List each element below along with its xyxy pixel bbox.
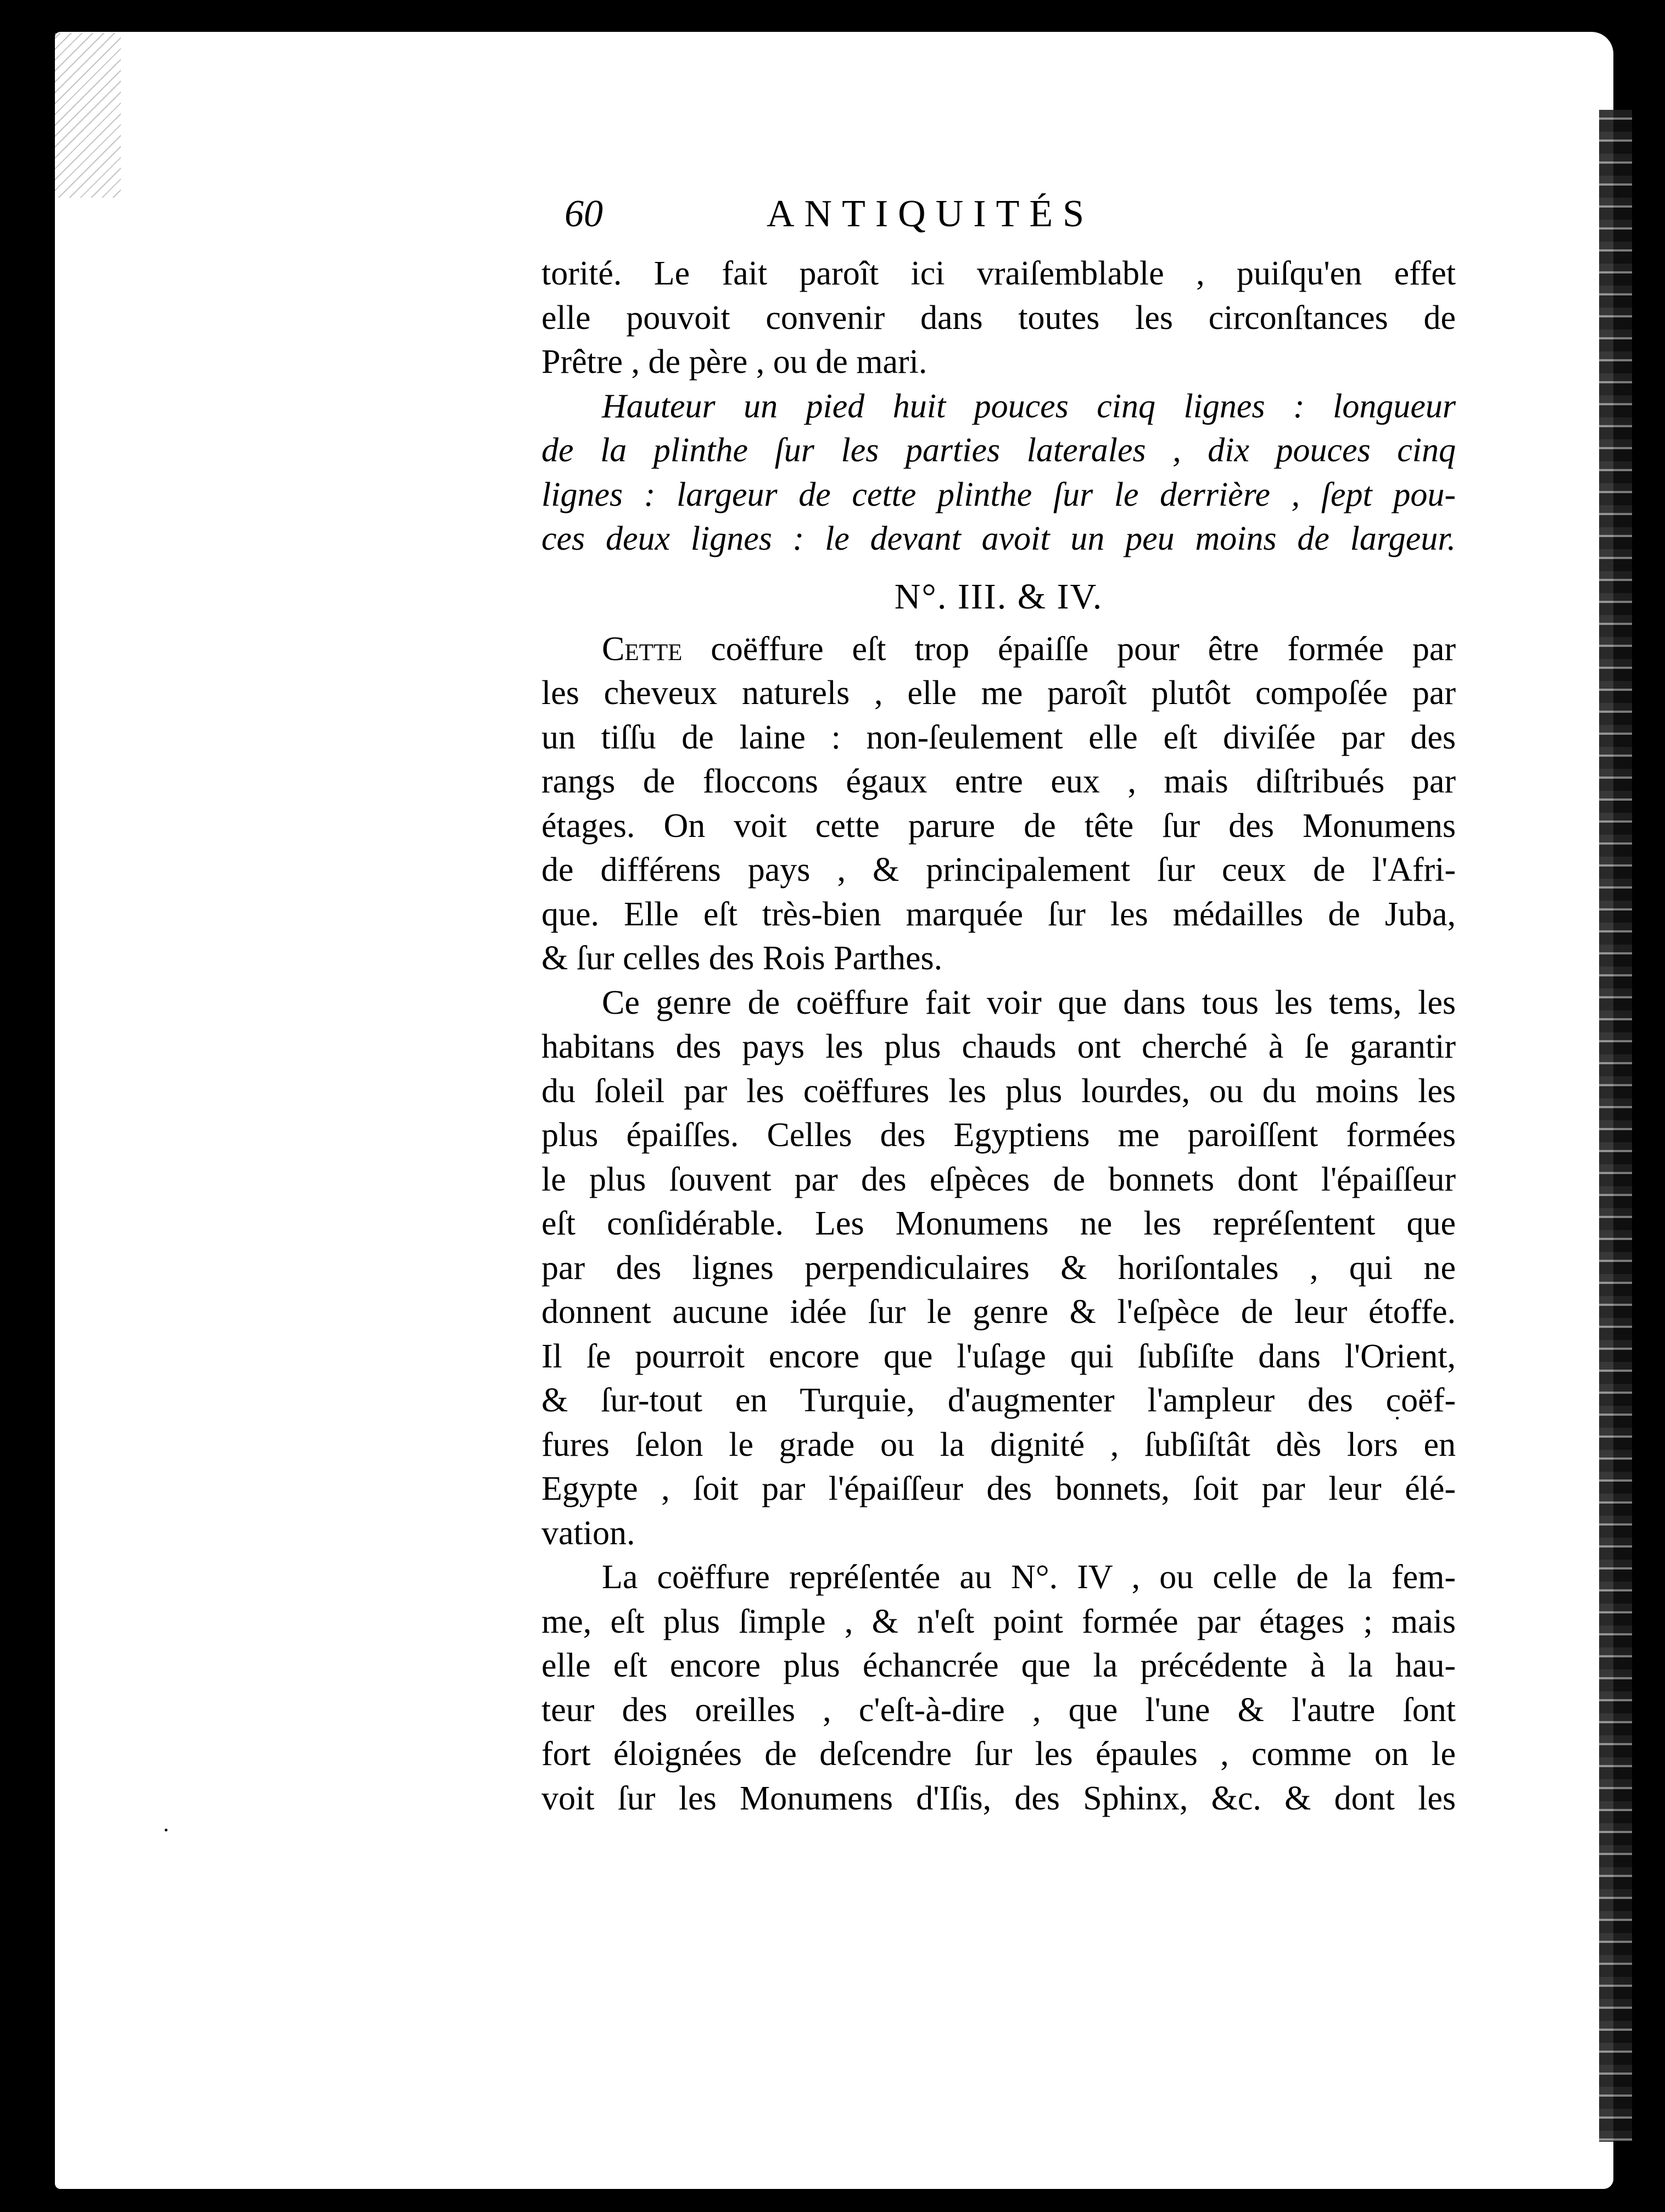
text-line: de la plinthe ſur les parties laterales , dix pouces cinq: [541, 432, 1456, 469]
page-number: 60: [565, 193, 603, 235]
text-line: & ſur celles des Rois Parthes.: [541, 940, 943, 977]
text-line: Ce genre de coëffure fait voir que dans tous les tems, les: [602, 984, 1456, 1021]
text-line: teur des oreilles , c'eſt-à-dire , que l'une & l'autre ſont: [541, 1691, 1456, 1729]
text-line: rangs de floccons égaux entre eux , mais diſtribués par: [541, 763, 1456, 800]
text-line: elle eſt encore plus échancrée que la précédente à la hau-: [541, 1647, 1456, 1684]
text-line: elle pouvoit convenir dans toutes les circonſtances de: [541, 299, 1456, 337]
paragraph-body: [541, 627, 1456, 981]
text-line: ces deux lignes : le devant avoit un peu moins de largeur.: [541, 520, 1456, 557]
text-line: lignes : largeur de cette plinthe ſur le derrière , ſept pou-: [541, 476, 1456, 513]
text-line: par des lignes perpendiculaires & horiſontales , qui ne: [541, 1249, 1456, 1287]
text-line: torité. Le fait paroît ici vraiſemblable , puiſqu'en effet: [541, 255, 1456, 292]
text-line: du ſoleil par les coëffures les plus lourdes, ou du moins les: [541, 1072, 1456, 1110]
section-heading: N°. III. & IV.: [894, 576, 1103, 617]
text-line: Il ſe pourroit encore que l'uſage qui ſubſiſte dans l'Orient,: [541, 1337, 1456, 1375]
page-edge-noise: [55, 33, 121, 198]
text-line: le plus ſouvent par des eſpèces de bonnets dont l'épaiſſeur: [541, 1160, 1456, 1198]
text-line: Prêtre , de père , ou de mari.: [541, 343, 928, 381]
text-block: [541, 192, 1456, 1820]
text-line: les cheveux naturels , elle me paroît plutôt compoſée par: [541, 674, 1456, 712]
text-line: vation.: [541, 1514, 635, 1552]
lead-word: Cette: [602, 630, 683, 668]
text-line: & ſur-tout en Turquie, d'augmenter l'ampleur des coëf-: [541, 1382, 1456, 1419]
page-edge-shadow: [1599, 110, 1632, 2142]
running-title: ANTIQUITÉS: [767, 193, 1094, 235]
text-line: donnent aucune idée ſur le genre & l'eſpèce de leur étoffe.: [541, 1293, 1456, 1331]
text-line: eſt conſidérable. Les Monumens ne les repréſentent que: [541, 1205, 1456, 1242]
text-line: Hauteur un pied huit pouces cinq lignes : longueur: [602, 387, 1456, 425]
running-head: [541, 192, 1456, 252]
stray-mark: [165, 1829, 167, 1831]
text-line: un tiſſu de laine : non-ſeulement elle eſt diviſée par des: [541, 718, 1456, 756]
text-line: Egypte , ſoit par l'épaiſſeur des bonnets, ſoit par leur élé-: [541, 1470, 1456, 1507]
text-line: habitans des pays les plus chauds ont cherché à ſe garantir: [541, 1028, 1456, 1065]
text-line: fort éloignées de deſcendre ſur les épaules , comme on le: [541, 1735, 1456, 1773]
text-line-rest: coëffure eſt trop épaiſſe pour être formée par: [682, 630, 1456, 668]
paragraph-body: [541, 1555, 1456, 1820]
text-line: [541, 627, 1456, 672]
paragraph-continuation: [541, 252, 1456, 384]
text-line: La coëffure repréſentée au N°. IV , ou celle de la fem-: [602, 1559, 1456, 1596]
text-line: étages. On voit cette parure de tête ſur des Monumens: [541, 807, 1456, 845]
text-line: voit ſur les Monumens d'Iſis, des Sphinx, &c. & dont les: [541, 1779, 1456, 1817]
text-line: de différens pays , & principalement ſur ceux de l'Afri-: [541, 851, 1456, 889]
text-line: fures ſelon le grade ou la dignité , ſubſiſtât dès lors en: [541, 1426, 1456, 1464]
text-line: plus épaiſſes. Celles des Egyptiens me paroiſſent formées: [541, 1116, 1456, 1154]
paragraph-body: [541, 981, 1456, 1556]
text-line: me, eſt plus ſimple , & n'eſt point formée par étages ; mais: [541, 1602, 1456, 1640]
text-line: que. Elle eſt très-bien marquée ſur les médailles de Juba,: [541, 895, 1456, 933]
paragraph-dimensions: [541, 384, 1456, 561]
